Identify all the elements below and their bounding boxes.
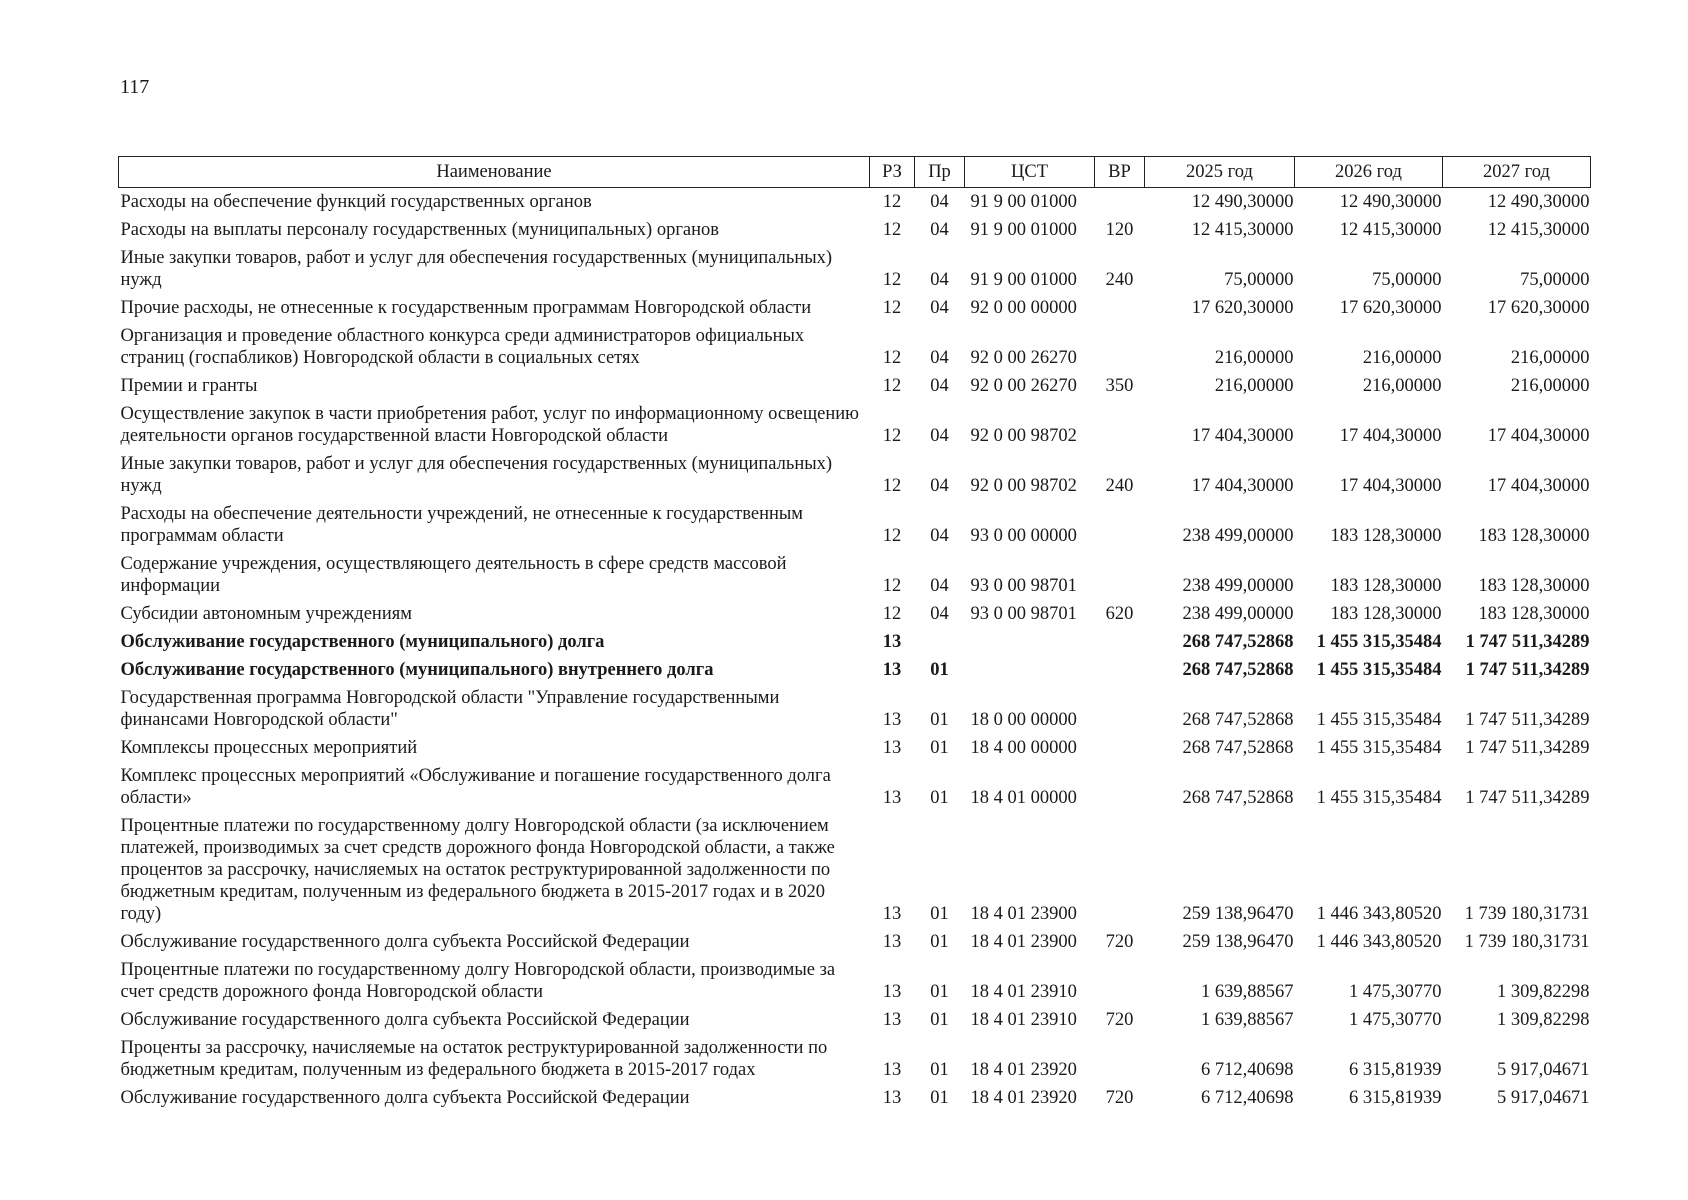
row-name: Обслуживание государственного (муниципального) долга (120, 632, 605, 652)
row-name: Проценты за рассрочку, начисляемые на остаток реструктурированной задолженности по бюджетным кредитам, полученным из федерального бюджета в 2015-2017 годах (120, 1038, 828, 1080)
row-cst: 93 0 00 00000 (970, 526, 1077, 546)
row-value-2025: 75,00000 (1224, 270, 1294, 290)
row-value-2025: 12 415,30000 (1191, 220, 1294, 240)
row-value-2027: 1 309,82298 (1497, 1010, 1590, 1030)
row-vr: 720 (1105, 1010, 1134, 1030)
header-2027: 2027 год (1443, 157, 1591, 188)
table-row (119, 216, 1591, 244)
row-value-2025: 12 490,30000 (1191, 192, 1294, 212)
row-cst (965, 656, 1095, 684)
row-pr: 04 (930, 192, 949, 212)
row-value-2025: 238 499,00000 (1182, 576, 1294, 596)
row-pr: 04 (930, 348, 949, 368)
row-name: Комплексы процессных мероприятий (120, 738, 418, 758)
row-rz: 12 (882, 348, 902, 368)
row-cst: 93 0 00 98701 (970, 576, 1077, 596)
row-value-2027: 12 490,30000 (1487, 192, 1590, 212)
row-pr: 04 (930, 476, 949, 496)
row-pr: 01 (930, 710, 949, 730)
table-row (119, 550, 1591, 600)
row-name: Содержание учреждения, осуществляющего деятельность в сфере средств массовой информации (120, 554, 787, 596)
row-cst: 91 9 00 01000 (970, 220, 1077, 240)
row-value-2026: 1 446 343,80520 (1316, 904, 1442, 924)
row-name: Расходы на выплаты персоналу государственных (муниципальных) органов (120, 220, 720, 240)
row-rz: 12 (882, 476, 902, 496)
row-value-2025: 17 404,30000 (1191, 426, 1294, 446)
row-rz: 12 (882, 576, 902, 596)
row-value-2026: 216,00000 (1362, 348, 1442, 368)
row-cst: 93 0 00 98701 (970, 604, 1077, 624)
row-name: Прочие расходы, не отнесенные к государственным программам Новгородской области (120, 298, 812, 318)
row-rz: 12 (882, 526, 902, 546)
row-value-2026: 1 455 315,35484 (1316, 738, 1442, 758)
row-vr (1095, 656, 1145, 684)
row-vr: 350 (1105, 376, 1134, 396)
header-rz: РЗ (870, 157, 915, 188)
row-cst: 18 4 01 23920 (970, 1060, 1077, 1080)
row-value-2026: 17 620,30000 (1339, 298, 1442, 318)
row-vr (1095, 294, 1145, 322)
row-cst: 18 4 01 23910 (970, 982, 1077, 1002)
row-name: Государственная программа Новгородской области "Управление государственными финансами Новгородской области" (120, 688, 780, 730)
row-name: Премии и гранты (120, 376, 258, 396)
table-row (119, 400, 1591, 450)
row-rz: 13 (882, 1060, 902, 1080)
row-vr (1095, 762, 1145, 812)
row-value-2025: 268 747,52868 (1182, 632, 1294, 652)
table-row (119, 628, 1591, 656)
row-value-2025: 1 639,88567 (1201, 982, 1294, 1002)
row-pr: 01 (930, 660, 949, 680)
row-rz: 13 (882, 904, 902, 924)
row-pr: 04 (930, 426, 949, 446)
row-pr: 01 (930, 982, 949, 1002)
table-row (119, 294, 1591, 322)
header-vr: ВР (1095, 157, 1145, 188)
header-pr: Пр (915, 157, 965, 188)
row-vr (1095, 400, 1145, 450)
row-value-2026: 6 315,81939 (1349, 1060, 1442, 1080)
row-value-2025: 238 499,00000 (1182, 526, 1294, 546)
row-value-2026: 1 446 343,80520 (1316, 932, 1442, 952)
row-name: Процентные платежи по государственному долгу Новгородской области (за исключением платежей, производимых за счет средств дорожного фонда Новгородской области, а также процентов за рассрочку, начисляемых на остаток реструктурированной задолженности по бюджетным кредитам, полученным из федерального бюджета в 2015-2017 годах и в 2020 году) (120, 816, 835, 924)
row-name: Иные закупки товаров, работ и услуг для обеспечения государственных (муниципальных) нужд (120, 454, 833, 496)
row-vr: 120 (1105, 220, 1134, 240)
row-value-2026: 17 404,30000 (1339, 476, 1442, 496)
table-row (119, 1034, 1591, 1084)
header-2025: 2025 год (1145, 157, 1295, 188)
row-value-2025: 268 747,52868 (1182, 660, 1294, 680)
row-cst: 18 4 01 23900 (970, 904, 1077, 924)
row-name: Обслуживание государственного долга субъекта Российской Федерации (120, 1088, 690, 1108)
row-vr (1095, 684, 1145, 734)
table-row (119, 322, 1591, 372)
table-row (119, 188, 1591, 217)
table-body (119, 188, 1591, 1113)
row-value-2025: 268 747,52868 (1182, 738, 1294, 758)
row-value-2027: 1 739 180,31731 (1464, 932, 1590, 952)
row-cst: 92 0 00 98702 (970, 476, 1077, 496)
row-rz: 13 (882, 788, 902, 808)
row-value-2027: 1 747 511,34289 (1465, 738, 1590, 758)
row-pr: 04 (930, 298, 949, 318)
row-vr: 240 (1105, 476, 1134, 496)
header-name: Наименование (119, 157, 870, 188)
row-rz: 13 (882, 710, 902, 730)
table-row (119, 372, 1591, 400)
row-value-2025: 6 712,40698 (1201, 1060, 1294, 1080)
row-vr: 720 (1105, 1088, 1134, 1108)
row-vr (1095, 500, 1145, 550)
row-pr (915, 628, 965, 656)
row-value-2026: 183 128,30000 (1330, 604, 1442, 624)
row-value-2025: 216,00000 (1214, 376, 1294, 396)
row-vr: 720 (1105, 932, 1134, 952)
row-value-2026: 1 455 315,35484 (1316, 660, 1442, 680)
row-name: Иные закупки товаров, работ и услуг для обеспечения государственных (муниципальных) нужд (120, 248, 833, 290)
row-pr: 01 (930, 1060, 949, 1080)
row-name: Осуществление закупок в части приобретения работ, услуг по информационному освещению деятельности органов государственной власти Новгородской области (120, 404, 859, 446)
row-vr: 240 (1105, 270, 1134, 290)
row-vr (1095, 734, 1145, 762)
row-value-2026: 183 128,30000 (1330, 526, 1442, 546)
row-vr (1095, 550, 1145, 600)
row-value-2027: 17 620,30000 (1487, 298, 1590, 318)
row-cst: 18 0 00 00000 (970, 710, 1077, 730)
table-row (119, 1006, 1591, 1034)
row-value-2025: 238 499,00000 (1182, 604, 1294, 624)
row-cst: 92 0 00 26270 (970, 348, 1077, 368)
row-rz: 12 (882, 298, 902, 318)
row-rz: 12 (882, 192, 902, 212)
row-value-2026: 12 490,30000 (1339, 192, 1442, 212)
row-vr (1095, 812, 1145, 928)
row-rz: 13 (882, 660, 902, 680)
row-name: Субсидии автономным учреждениям (120, 604, 412, 624)
row-vr (1095, 956, 1145, 1006)
row-value-2026: 1 475,30770 (1349, 982, 1442, 1002)
table-row (119, 812, 1591, 928)
row-cst: 18 4 01 23920 (970, 1088, 1077, 1108)
row-rz: 12 (882, 270, 902, 290)
row-value-2025: 259 138,96470 (1182, 904, 1294, 924)
row-name: Расходы на обеспечение функций государственных органов (120, 192, 592, 212)
row-vr (1095, 1034, 1145, 1084)
table-row (119, 656, 1591, 684)
row-value-2027: 183 128,30000 (1478, 576, 1590, 596)
table-row (119, 600, 1591, 628)
row-value-2026: 1 455 315,35484 (1316, 632, 1442, 652)
row-value-2027: 183 128,30000 (1478, 604, 1590, 624)
row-cst: 18 4 01 23900 (970, 932, 1077, 952)
row-name: Обслуживание государственного долга субъекта Российской Федерации (120, 1010, 690, 1030)
row-cst: 92 0 00 26270 (970, 376, 1077, 396)
row-value-2025: 17 620,30000 (1191, 298, 1294, 318)
row-cst: 18 4 01 00000 (970, 788, 1077, 808)
table-row (119, 762, 1591, 812)
row-vr (1095, 628, 1145, 656)
row-value-2026: 1 455 315,35484 (1316, 710, 1442, 730)
row-value-2026: 1 455 315,35484 (1316, 788, 1442, 808)
row-value-2025: 17 404,30000 (1191, 476, 1294, 496)
row-pr: 04 (930, 604, 949, 624)
row-rz: 13 (882, 982, 902, 1002)
row-pr: 04 (930, 270, 949, 290)
row-value-2026: 6 315,81939 (1349, 1088, 1442, 1108)
row-value-2027: 1 747 511,34289 (1465, 710, 1590, 730)
row-cst: 92 0 00 00000 (970, 298, 1077, 318)
row-value-2025: 268 747,52868 (1182, 788, 1294, 808)
row-rz: 13 (882, 1088, 902, 1108)
row-value-2027: 5 917,04671 (1497, 1088, 1590, 1108)
row-pr: 01 (930, 1010, 949, 1030)
row-value-2025: 1 639,88567 (1201, 1010, 1294, 1030)
row-pr: 01 (930, 1088, 949, 1108)
row-name: Организация и проведение областного конкурса среди администраторов официальных страниц (госпабликов) Новгородской области в социальных сетях (120, 326, 805, 368)
row-pr: 01 (930, 904, 949, 924)
row-rz: 12 (882, 220, 902, 240)
table-row (119, 244, 1591, 294)
row-value-2027: 17 404,30000 (1487, 426, 1590, 446)
row-pr: 04 (930, 526, 949, 546)
row-value-2027: 183 128,30000 (1478, 526, 1590, 546)
page-number: 117 (120, 76, 150, 98)
row-name: Обслуживание государственного (муниципального) внутреннего долга (120, 660, 714, 680)
row-vr: 620 (1105, 604, 1134, 624)
row-value-2027: 1 747 511,34289 (1465, 632, 1590, 652)
row-value-2025: 259 138,96470 (1182, 932, 1294, 952)
row-name: Комплекс процессных мероприятий «Обслуживание и погашение государственного долга области» (120, 766, 831, 808)
row-vr (1095, 322, 1145, 372)
row-name: Расходы на обеспечение деятельности учреждений, не отнесенные к государственным программам области (120, 504, 804, 546)
header-cst: ЦСТ (965, 157, 1095, 188)
row-value-2026: 1 475,30770 (1349, 1010, 1442, 1030)
table-row (119, 1084, 1591, 1112)
row-name: Обслуживание государственного долга субъекта Российской Федерации (120, 932, 690, 952)
row-cst: 18 4 00 00000 (970, 738, 1077, 758)
row-value-2025: 268 747,52868 (1182, 710, 1294, 730)
row-value-2026: 216,00000 (1362, 376, 1442, 396)
row-value-2027: 216,00000 (1510, 376, 1590, 396)
row-value-2027: 1 747 511,34289 (1465, 788, 1590, 808)
header-2026: 2026 год (1295, 157, 1443, 188)
row-rz: 13 (882, 932, 902, 952)
row-value-2025: 216,00000 (1214, 348, 1294, 368)
row-value-2027: 1 739 180,31731 (1464, 904, 1590, 924)
row-value-2026: 12 415,30000 (1339, 220, 1442, 240)
row-value-2025: 6 712,40698 (1201, 1088, 1294, 1108)
row-value-2026: 75,00000 (1372, 270, 1442, 290)
row-pr: 01 (930, 932, 949, 952)
row-pr: 04 (930, 220, 949, 240)
table-row (119, 956, 1591, 1006)
row-rz: 13 (882, 738, 902, 758)
row-pr: 04 (930, 376, 949, 396)
row-cst: 18 4 01 23910 (970, 1010, 1077, 1030)
row-rz: 12 (882, 604, 902, 624)
row-value-2027: 5 917,04671 (1497, 1060, 1590, 1080)
row-cst: 91 9 00 01000 (970, 192, 1077, 212)
row-value-2026: 17 404,30000 (1339, 426, 1442, 446)
row-rz: 13 (882, 1010, 902, 1030)
table-row (119, 684, 1591, 734)
row-value-2027: 1 747 511,34289 (1465, 660, 1590, 680)
row-name: Процентные платежи по государственному долгу Новгородской области, производимые за счет средств дорожного фонда Новгородской области (120, 960, 836, 1002)
row-cst (965, 628, 1095, 656)
row-value-2027: 12 415,30000 (1487, 220, 1590, 240)
row-cst: 91 9 00 01000 (970, 270, 1077, 290)
table-row (119, 928, 1591, 956)
row-value-2027: 1 309,82298 (1497, 982, 1590, 1002)
row-rz: 12 (882, 376, 902, 396)
row-vr (1095, 188, 1145, 217)
row-pr: 01 (930, 738, 949, 758)
table-row (119, 500, 1591, 550)
row-rz: 12 (882, 426, 902, 446)
row-value-2026: 183 128,30000 (1330, 576, 1442, 596)
row-rz: 13 (882, 632, 902, 652)
row-pr: 04 (930, 576, 949, 596)
row-value-2027: 216,00000 (1510, 348, 1590, 368)
row-pr: 01 (930, 788, 949, 808)
table-header (119, 157, 1591, 188)
budget-table (118, 156, 1591, 1112)
row-value-2027: 75,00000 (1520, 270, 1590, 290)
row-cst: 92 0 00 98702 (970, 426, 1077, 446)
table-row (119, 734, 1591, 762)
row-value-2027: 17 404,30000 (1487, 476, 1590, 496)
table-row (119, 450, 1591, 500)
